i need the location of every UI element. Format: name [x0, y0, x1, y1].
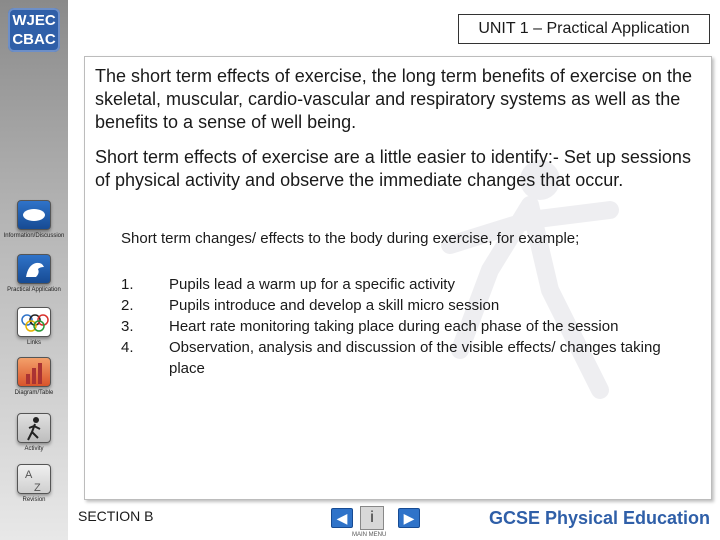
sidebar-item-information[interactable]: [0, 200, 68, 239]
list-item: [121, 295, 681, 316]
list-number: 2.: [121, 297, 134, 314]
runner-icon: [17, 413, 51, 443]
main-menu-label: MAIN MENU: [352, 532, 387, 538]
sidebar-item-label: Diagram/Table: [14, 390, 54, 396]
wjec-cbac-logo: [8, 8, 60, 52]
section-label: SECTION B: [78, 508, 154, 524]
sidebar-item-activity[interactable]: [0, 413, 68, 452]
list-subheading: Short term changes/ effects to the body during exercise, for example;: [121, 230, 580, 247]
list-item: [121, 316, 681, 337]
list-number: 1.: [121, 276, 134, 293]
svg-text:A: A: [25, 469, 33, 481]
arm-icon: [17, 254, 51, 284]
list-text: Observation, analysis and discussion of the visible effects/ changes taking place: [169, 339, 661, 377]
speech-bubble-icon: [17, 200, 51, 230]
unit-title: UNIT 1 – Practical Application: [458, 14, 710, 44]
intro-text: Short term effects of exercise are a little easier to identify:- Set up sessions of physical activity and observe the immediate changes that occur.: [95, 147, 691, 190]
next-button[interactable]: ▶: [398, 508, 420, 528]
sidebar-item-label: Revision: [22, 497, 46, 503]
list-number: 3.: [121, 318, 134, 335]
list-item: [121, 337, 681, 379]
sidebar-item-diagram[interactable]: [0, 357, 68, 396]
sidebar-item-label: Activity: [24, 446, 44, 452]
list-number: 4.: [121, 339, 134, 356]
sidebar-item-label: Practical Application: [7, 287, 61, 293]
sidebar-item-label: Information/Discussion: [3, 233, 65, 239]
sidebar-item-label: Links: [26, 340, 41, 346]
list-text: Pupils lead a warm up for a specific activity: [169, 276, 455, 293]
olympic-rings-icon: [17, 307, 51, 337]
list-text: Pupils introduce and develop a skill micro session: [169, 297, 500, 314]
previous-button[interactable]: ◀: [331, 508, 353, 528]
effects-list: [121, 274, 681, 379]
chart-icon: [17, 357, 51, 387]
list-text: Heart rate monitoring taking place during each phase of the session: [169, 318, 619, 335]
list-item: [121, 274, 681, 295]
logo-line-2: CBAC: [12, 31, 56, 48]
brand-title: GCSE Physical Education: [488, 508, 710, 528]
slide-heading: The short term effects of exercise, the long term benefits of exercise on the skeletal, muscular, cardio-vascular and respiratory systems as well as the benefits to a sense of well being.: [95, 66, 692, 132]
logo-line-1: WJEC: [12, 12, 56, 29]
sidebar-item-links[interactable]: [0, 307, 68, 346]
svg-text:Z: Z: [34, 482, 41, 494]
main-menu-button[interactable]: i: [360, 506, 384, 530]
a-z-icon: [17, 464, 51, 494]
sidebar-item-revision[interactable]: [0, 464, 68, 503]
sidebar-item-practical[interactable]: [0, 254, 68, 293]
sidebar: [0, 0, 68, 540]
